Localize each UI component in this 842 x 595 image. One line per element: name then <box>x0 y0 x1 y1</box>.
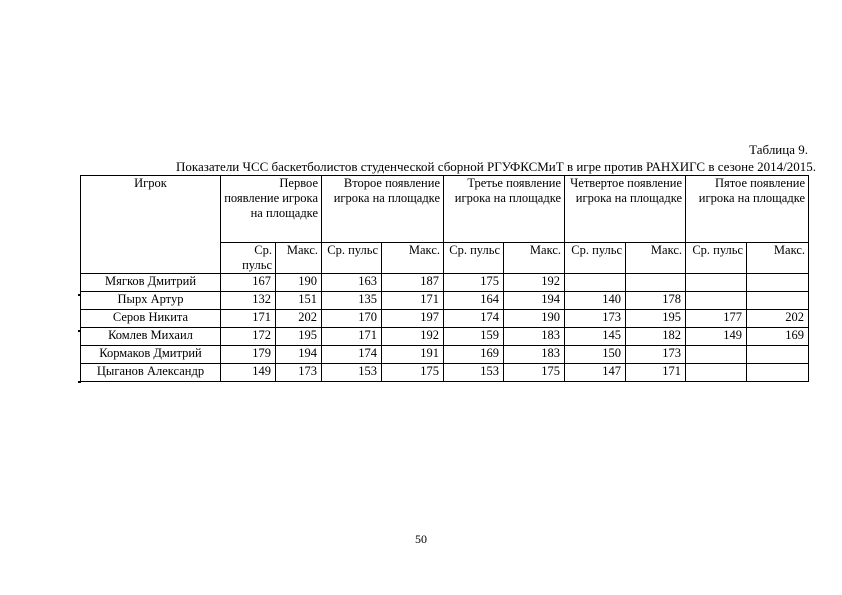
appearance-4-header: Четвертое появление игрока на площадке <box>565 176 686 243</box>
table-cell: 171 <box>382 292 444 310</box>
table-cell: 202 <box>747 310 809 328</box>
player-column-header: Игрок <box>81 176 221 274</box>
table-row <box>81 310 809 328</box>
table-cell: 173 <box>626 346 686 364</box>
page-number: 50 <box>415 532 427 546</box>
table-cell: 167 <box>221 274 276 292</box>
player-name: Серов Никита <box>81 310 221 328</box>
table-cell <box>747 292 809 310</box>
table-cell: 145 <box>565 328 626 346</box>
avg-pulse-header: Ср. пульс <box>565 243 626 274</box>
appearance-5-header: Пятое появление игрока на площадке <box>686 176 809 243</box>
table-cell <box>686 346 747 364</box>
table-cell: 175 <box>382 364 444 382</box>
table-cell <box>565 274 626 292</box>
max-pulse-header: Макс. <box>382 243 444 274</box>
table-cell: 175 <box>444 274 504 292</box>
table-cell: 132 <box>221 292 276 310</box>
table-cell: 197 <box>382 310 444 328</box>
table-cell: 179 <box>221 346 276 364</box>
player-name: Пырх Артур <box>81 292 221 310</box>
table-cell: 202 <box>276 310 322 328</box>
table-cell: 173 <box>276 364 322 382</box>
table-cell <box>686 292 747 310</box>
table-cell: 192 <box>382 328 444 346</box>
table-cell: 182 <box>626 328 686 346</box>
avg-pulse-header: Ср. пульс <box>322 243 382 274</box>
heart-rate-table <box>80 175 809 382</box>
table-cell: 169 <box>747 328 809 346</box>
table-cell: 171 <box>322 328 382 346</box>
table-cell: 150 <box>565 346 626 364</box>
table-cell: 178 <box>626 292 686 310</box>
table-cell: 151 <box>276 292 322 310</box>
table-row <box>81 274 809 292</box>
margin-tick-mark <box>78 330 81 332</box>
player-name: Кормаков Дмитрий <box>81 346 221 364</box>
table-cell: 140 <box>565 292 626 310</box>
table-cell <box>747 346 809 364</box>
table-cell: 149 <box>686 328 747 346</box>
table-cell: 169 <box>444 346 504 364</box>
avg-pulse-header: Ср. пульс <box>221 243 276 274</box>
margin-tick-mark <box>78 294 81 296</box>
table-cell: 170 <box>322 310 382 328</box>
max-pulse-header: Макс. <box>626 243 686 274</box>
table-cell: 164 <box>444 292 504 310</box>
table-row <box>81 292 809 310</box>
max-pulse-header: Макс. <box>504 243 565 274</box>
table-cell: 194 <box>276 346 322 364</box>
avg-pulse-header: Ср. пульс <box>444 243 504 274</box>
table-row <box>81 364 809 382</box>
avg-pulse-header: Ср. пульс <box>686 243 747 274</box>
table-cell: 171 <box>626 364 686 382</box>
table-cell: 183 <box>504 346 565 364</box>
table-cell <box>626 274 686 292</box>
table-number: Таблица 9. <box>749 142 808 157</box>
table-cell <box>686 274 747 292</box>
table-cell: 159 <box>444 328 504 346</box>
table-cell: 174 <box>322 346 382 364</box>
table-cell: 172 <box>221 328 276 346</box>
table-cell: 163 <box>322 274 382 292</box>
table-cell: 187 <box>382 274 444 292</box>
table-cell: 153 <box>444 364 504 382</box>
table-cell: 194 <box>504 292 565 310</box>
table-cell: 183 <box>504 328 565 346</box>
table-title: Показатели ЧСС баскетболистов студенческой сборной РГУФКСМиТ в игре против РАНХИГС в сезоне 2014/2015. <box>176 159 816 174</box>
margin-tick-mark <box>78 381 81 383</box>
player-name: Мягков Дмитрий <box>81 274 221 292</box>
table-cell: 190 <box>504 310 565 328</box>
table-cell: 192 <box>504 274 565 292</box>
appearance-2-header: Второе появление игрока на площадке <box>322 176 444 243</box>
table-cell: 153 <box>322 364 382 382</box>
table-cell: 171 <box>221 310 276 328</box>
table-row <box>81 328 809 346</box>
table-cell: 149 <box>221 364 276 382</box>
table-cell: 135 <box>322 292 382 310</box>
table-cell <box>747 364 809 382</box>
max-pulse-header: Макс. <box>747 243 809 274</box>
table-cell: 174 <box>444 310 504 328</box>
appearance-1-header: Первое появление игрока на площадке <box>221 176 322 243</box>
table-row <box>81 346 809 364</box>
table-cell: 175 <box>504 364 565 382</box>
table-cell: 147 <box>565 364 626 382</box>
player-name: Цыганов Александр <box>81 364 221 382</box>
player-name: Комлев Михаил <box>81 328 221 346</box>
table-cell <box>747 274 809 292</box>
table-cell: 177 <box>686 310 747 328</box>
table-cell: 195 <box>276 328 322 346</box>
appearance-3-header: Третье появление игрока на площадке <box>444 176 565 243</box>
table-cell: 191 <box>382 346 444 364</box>
max-pulse-header: Макс. <box>276 243 322 274</box>
table-cell: 173 <box>565 310 626 328</box>
table-cell: 195 <box>626 310 686 328</box>
table-cell: 190 <box>276 274 322 292</box>
table-cell <box>686 364 747 382</box>
